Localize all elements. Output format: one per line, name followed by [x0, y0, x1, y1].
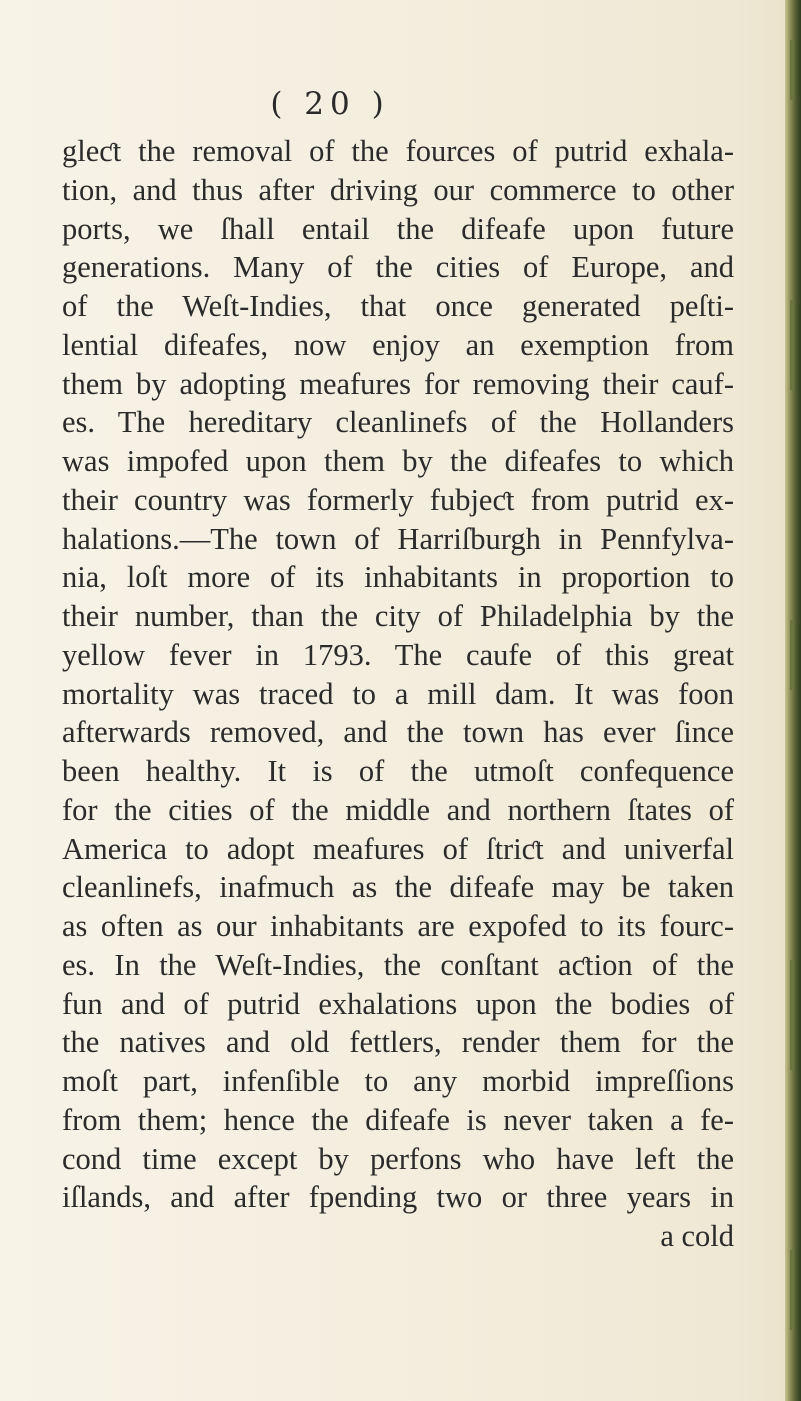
text-line: the natives and old fettlers, render them for the [62, 1025, 734, 1060]
text-line: nia, loſt more of its inhabitants in proportion to [62, 560, 734, 595]
text-line: tion, and thus after driving our commerce to other [62, 172, 734, 207]
text-line: America to adopt meafures of ſtriƈt and univerfal [62, 831, 734, 866]
text-line: mortality was traced to a mill dam. It was foon [62, 676, 734, 711]
body-text [62, 132, 734, 1256]
text-line: yellow fever in 1793. The caufe of this great [62, 637, 734, 672]
text-line: afterwards removed, and the town has ever ſince [62, 715, 734, 750]
catchword-line: a cold [660, 1219, 734, 1253]
edge-mark [790, 1250, 794, 1330]
text-line: from them; hence the difeafe is never taken a fe- [62, 1102, 734, 1137]
page-number: ( 20 ) [270, 86, 390, 122]
text-line: ports, we ſhall entail the difeafe upon future [62, 211, 734, 246]
text-line: cleanlinefs, inafmuch as the difeafe may be taken [62, 870, 734, 905]
text-line: gleƈt the removal of the fources of putrid exhala- [62, 134, 734, 168]
edge-mark [790, 620, 794, 690]
text-line: fun and of putrid exhalations upon the bodies of [62, 986, 734, 1021]
text-line: been healthy. It is of the utmoſt confequence [62, 754, 734, 788]
text-line: as often as our inhabitants are expofed to its fourc- [62, 909, 734, 943]
edge-mark [790, 300, 794, 390]
edge-mark [790, 40, 794, 100]
text-line: halations.—The town of Harriſburgh in Pennfylva- [62, 521, 734, 556]
edge-mark [790, 960, 794, 1070]
text-line: iſlands, and after fpending two or three years in [62, 1180, 734, 1215]
text-line: lential difeafes, now enjoy an exemption from [62, 327, 734, 362]
text-line: was impofed upon them by the difeafes to which [62, 444, 734, 478]
text-line: generations. Many of the cities of Europe, and [62, 250, 734, 285]
text-line: moſt part, infenſible to any morbid impreſſions [62, 1064, 734, 1098]
text-line: es. The hereditary cleanlinefs of the Hollanders [62, 405, 734, 440]
text-line: them by adopting meafures for removing their cauf- [62, 366, 734, 401]
text-line: their country was formerly fubjeƈt from putrid ex- [62, 482, 734, 517]
text-line: their number, than the city of Philadelphia by the [62, 599, 734, 633]
text-line: cond time except by perfons who have left the [62, 1141, 734, 1176]
text-line: for the cities of the middle and northern ſtates of [62, 792, 734, 827]
text-line: of the Weſt-Indies, that once generated peſti- [62, 289, 734, 323]
page-edge-binding [785, 0, 801, 1401]
text-line: es. In the Weſt-Indies, the conſtant aƈtion of the [62, 947, 734, 982]
